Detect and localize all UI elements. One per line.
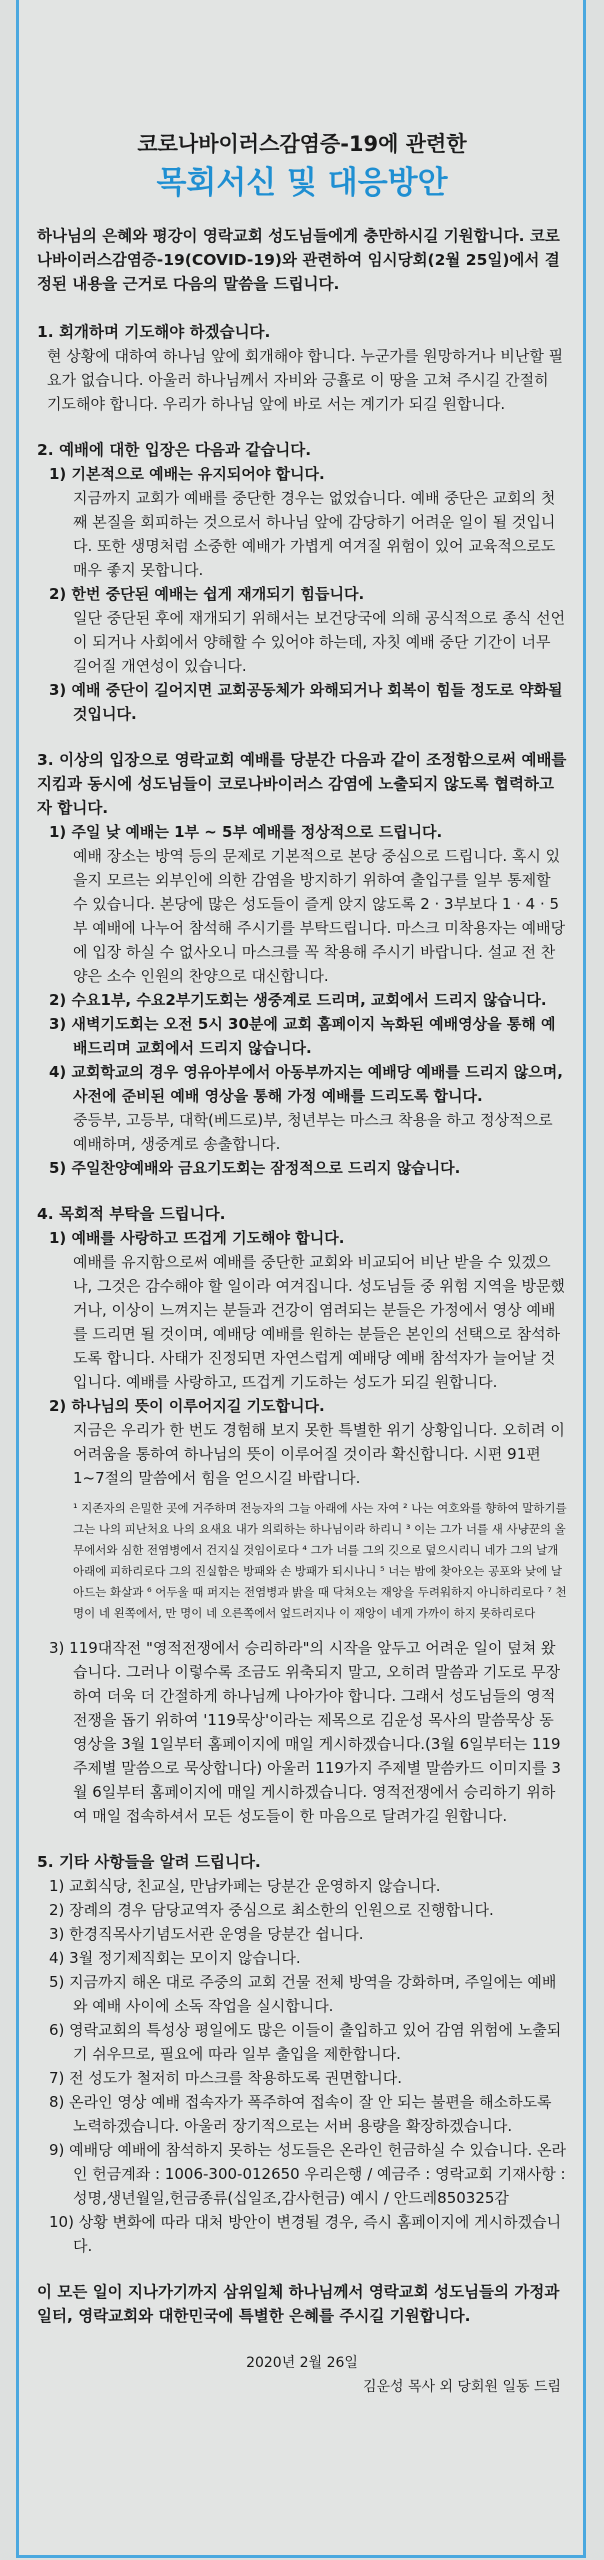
section-3-item-1-title: 1) 주일 낮 예배는 1부 ~ 5부 예배를 정상적으로 드립니다. (49, 823, 443, 841)
section-1-title: 1. 회개하며 기도해야 하겠습니다. (37, 323, 271, 341)
section-2-item-2-title: 2) 한번 중단된 예배는 쉽게 재개되기 힘듭니다. (49, 585, 365, 603)
intro-paragraph: 하나님의 은혜와 평강이 영락교회 성도님들에게 충만하시길 기원합니다. 코로나바이러스감염증-19(COVID-19)와 관련하여 임시당회(2월 25일)에서 결정된 내용을 근거로 다음의 말씀을 드립니다. (37, 227, 560, 293)
section-5-item-10: 10) 상황 변화에 따라 대처 방안이 변경될 경우, 즉시 홈페이지에 게시하겠습니다. (49, 2213, 562, 2255)
section-2-item-3: 3) 예배 중단이 길어지면 교회공동체가 와해되거나 회복이 힘들 정도로 약화될 것입니다. (49, 681, 563, 723)
section-2-title: 2. 예배에 대한 입장은 다음과 같습니다. (37, 441, 312, 459)
section-2-item-1-title: 1) 기본적으로 예배는 유지되어야 합니다. (49, 465, 325, 483)
letter-date: 2020년 2월 26일 (246, 2355, 358, 2371)
section-5-title: 5. 기타 사항들을 알려 드립니다. (37, 1853, 261, 1871)
section-3-item-4-title: 4) 교회학교의 경우 영유아부에서 아동부까지는 예배당 예배를 드리지 않으며, 사전에 준비된 예배 영상을 통해 가정 예배를 드리도록 합니다. (49, 1063, 563, 1105)
section-3-item-3: 3) 새벽기도회는 오전 5시 30분에 교회 홈페이지 녹화된 예배영상을 통해 예배드리며 교회에서 드리지 않습니다. (49, 1015, 556, 1057)
section-2-item-2-body: 일단 중단된 후에 재개되기 위해서는 보건당국에 의해 공식적으로 종식 선언이 되거나 사회에서 양해할 수 있어야 하는데, 자칫 예배 중단 기간이 너무 길어질 개연성이 있습니다. (73, 609, 566, 675)
section-1-body: 현 상황에 대하여 하나님 앞에 회개해야 합니다. 누군가를 원망하거나 비난할 필요가 없습니다. 아울러 하나님께서 자비와 긍휼로 이 땅을 고쳐 주시길 간절히 기도해야 합니다. 우리가 하나님 앞에 바로 서는 계기가 되길 원합니다. (47, 347, 564, 413)
section-5-item-4: 4) 3월 정기제직회는 모이지 않습니다. (49, 1949, 301, 1967)
section-4-title: 4. 목회적 부탁을 드립니다. (37, 1205, 226, 1223)
section-3-title: 3. 이상의 입장으로 영락교회 예배를 당분간 다음과 같이 조정함으로써 예배를 지킴과 동시에 성도님들이 코로나바이러스 감염에 노출되지 않도록 협력하고자 합니다. (37, 751, 567, 817)
section-1 (37, 320, 567, 416)
section-4-item-2-title: 2) 하나님의 뜻이 이루어지길 기도합니다. (49, 1397, 325, 1415)
section-2-item-1-body: 지금까지 교회가 예배를 중단한 경우는 없었습니다. 예배 중단은 교회의 첫째 본질을 회피하는 것으로서 하나님 앞에 감당하기 어려운 일이 될 것입니다. 또한 생명처럼 소중한 예배가 가볍게 여겨질 위험이 있어 교육적으로도 매우 좋지 못합니다. (73, 489, 556, 579)
section-3-item-4-body: 중등부, 고등부, 대학(베드로)부, 청년부는 마스크 착용을 하고 정상적으로 예배하며, 생중계로 송출합니다. (73, 1111, 553, 1153)
section-5-item-9: 9) 예배당 예배에 참석하지 못하는 성도들은 온라인 헌금하실 수 있습니다. 온라인 헌금계좌 : 1006-300-012650 우리은행 / 예금주 : 영락교회 기재사항 : 성명,생년월일,헌금종류(십일조,감사헌금) 예시 / 안드레850325감 (49, 2141, 567, 2207)
section-4-item-1-body: 예배를 유지함으로써 예배를 중단한 교회와 비교되어 비난 받을 수 있겠으나, 그것은 감수해야 할 일이라 여겨집니다. 성도님들 중 위험 지역을 방문했거나, 이상이 느껴지는 분들과 건강이 염려되는 분들은 가정에서 영상 예배를 드리면 될 것이며, 예배당 예배를 원하는 분들은 본인의 선택으로 참석하도록 합니다. 사태가 진정되면 자연스럽게 예배당 예배 참석자가 늘어날 것입니다. 예배를 사랑하고, 뜨겁게 기도하는 성도가 되길 원합니다. (73, 1253, 565, 1391)
section-5-item-1: 1) 교회식당, 친교실, 만남카페는 당분간 운영하지 않습니다. (49, 1877, 441, 1895)
section-3-item-1-body: 예배 장소는 방역 등의 문제로 기본적으로 본당 중심으로 드립니다. 혹시 있을지 모르는 외부인에 의한 감염을 방지하기 위하여 출입구를 일부 통제할 수 있습니다. 본당에 많은 성도들이 즐게 앉지 않도록 2 · 3부보다 1 · 4 · 5부 예배에 나누어 참석해 주시기를 부탁드립니다. 마스크 미착용자는 예배당에 입장 하실 수 없사오니 마스크를 꼭 착용해 주시기 바랍니다. 설교 전 찬양은 소수 인원의 찬양으로 대신합니다. (73, 847, 566, 985)
section-5-item-8: 8) 온라인 영상 예배 접속자가 폭주하여 접속이 잘 안 되는 불편을 해소하도록 노력하겠습니다. 아울러 장기적으로는 서버 용량을 확장하겠습니다. (49, 2093, 552, 2135)
section-2 (37, 438, 567, 726)
section-4-item-2-body: 지금은 우리가 한 번도 경험해 보지 못한 특별한 위기 상황입니다. 오히려 이 어려움을 통하여 하나님의 뜻이 이루어질 것이라 확신합니다. 시편 91편 1~7절의 말씀에서 힘을 얻으시길 바랍니다. (73, 1421, 565, 1487)
title-line-1: 코로나바이러스감염증-19에 관련한 (137, 132, 467, 156)
section-4-item-1-title: 1) 예배를 사랑하고 뜨겁게 기도해야 합니다. (49, 1229, 345, 1247)
section-5-item-3: 3) 한경직목사기념도서관 운영을 당분간 쉽니다. (49, 1925, 364, 1943)
letter-signature: 김운성 목사 외 당회원 일동 드림 (362, 2379, 561, 2395)
letter-body (19, 0, 583, 2398)
section-3-item-2: 2) 수요1부, 수요2부기도회는 생중계로 드리며, 교회에서 드리지 않습니다. (49, 991, 547, 1009)
section-5-item-2: 2) 장례의 경우 담당교역자 중심으로 최소한의 인원으로 진행합니다. (49, 1901, 494, 1919)
section-4-item-3: 3) 119대작전 "영적전쟁에서 승리하라"의 시작을 앞두고 어려운 일이 덮쳐 왔습니다. 그러나 이렇수록 조금도 위축되지 말고, 오히려 말씀과 기도로 무장하여 더욱 더 간절하게 하나님께 나아가야 합니다. 그래서 성도님들의 영적 전쟁을 돕기 위하여 '119묵상'이라는 제목으로 김운성 목사의 말씀묵상 동영상을 3월 1일부터 홈페이지에 매일 게시하겠습니다.(3월 6일부터는 119 주제별 말씀으로 묵상합니다) 아울러 119가지 주제별 말씀카드 이미지를 3월 6일부터 홈페이지에 매일 게시하겠습니다. 영적전쟁에서 승리하기 위하여 매일 접속하셔서 모든 성도들이 한 마음으로 달려가길 원합니다. (49, 1639, 561, 1825)
section-5-item-5: 5) 지금까지 해온 대로 주중의 교회 건물 전체 방역을 강화하며, 주일에는 예배와 예배 사이에 소독 작업을 실시합니다. (49, 1973, 557, 2015)
section-3-item-5: 5) 주일찬양예배와 금요기도회는 잠정적으로 드리지 않습니다. (49, 1159, 461, 1177)
letter-frame (16, 0, 586, 2558)
section-5 (37, 1850, 567, 2258)
section-5-item-6: 6) 영락교회의 특성상 평일에도 많은 이들이 출입하고 있어 감염 위험에 노출되기 쉬우므로, 필요에 따라 일부 출입을 제한합니다. (49, 2021, 562, 2063)
section-3 (37, 748, 567, 1180)
title-line-2: 목회서신 및 대응방안 (156, 165, 448, 201)
section-4 (37, 1202, 567, 1828)
psalm-91-verse: ¹ 지존자의 은밀한 곳에 거주하며 전능자의 그늘 아래에 사는 자여 ² 나는 여호와를 향하여 말하기를 그는 나의 피난처요 나의 요새요 내가 의뢰하는 하나님이라 하리니 ³ 이는 그가 너를 새 사냥꾼의 올무에서와 심한 전염병에서 건지실 것임이로다 ⁴ 그가 너를 그의 깃으로 덮으시리니 네가 그의 날개 아래에 피하리로다 그의 진실함은 방패와 손 방패가 되시나니 ⁵ 너는 밤에 찾아오는 공포와 낮에 날아드는 화살과 ⁶ 어두울 때 퍼지는 전염병과 밝을 때 닥쳐오는 재앙을 두려워하지 아니하리로다 ⁷ 천 명이 네 왼쪽에서, 만 명이 네 오른쪽에서 엎드러지나 이 재앙이 네게 가까이 하지 못하리로다 (73, 1501, 567, 1620)
closing-paragraph: 이 모든 일이 지나가기까지 삼위일체 하나님께서 영락교회 성도님들의 가정과 일터, 영락교회와 대한민국에 특별한 은혜를 주시길 기원합니다. (37, 2283, 560, 2325)
section-5-item-7: 7) 전 성도가 철저히 마스크를 착용하도록 권면합니다. (49, 2069, 403, 2087)
